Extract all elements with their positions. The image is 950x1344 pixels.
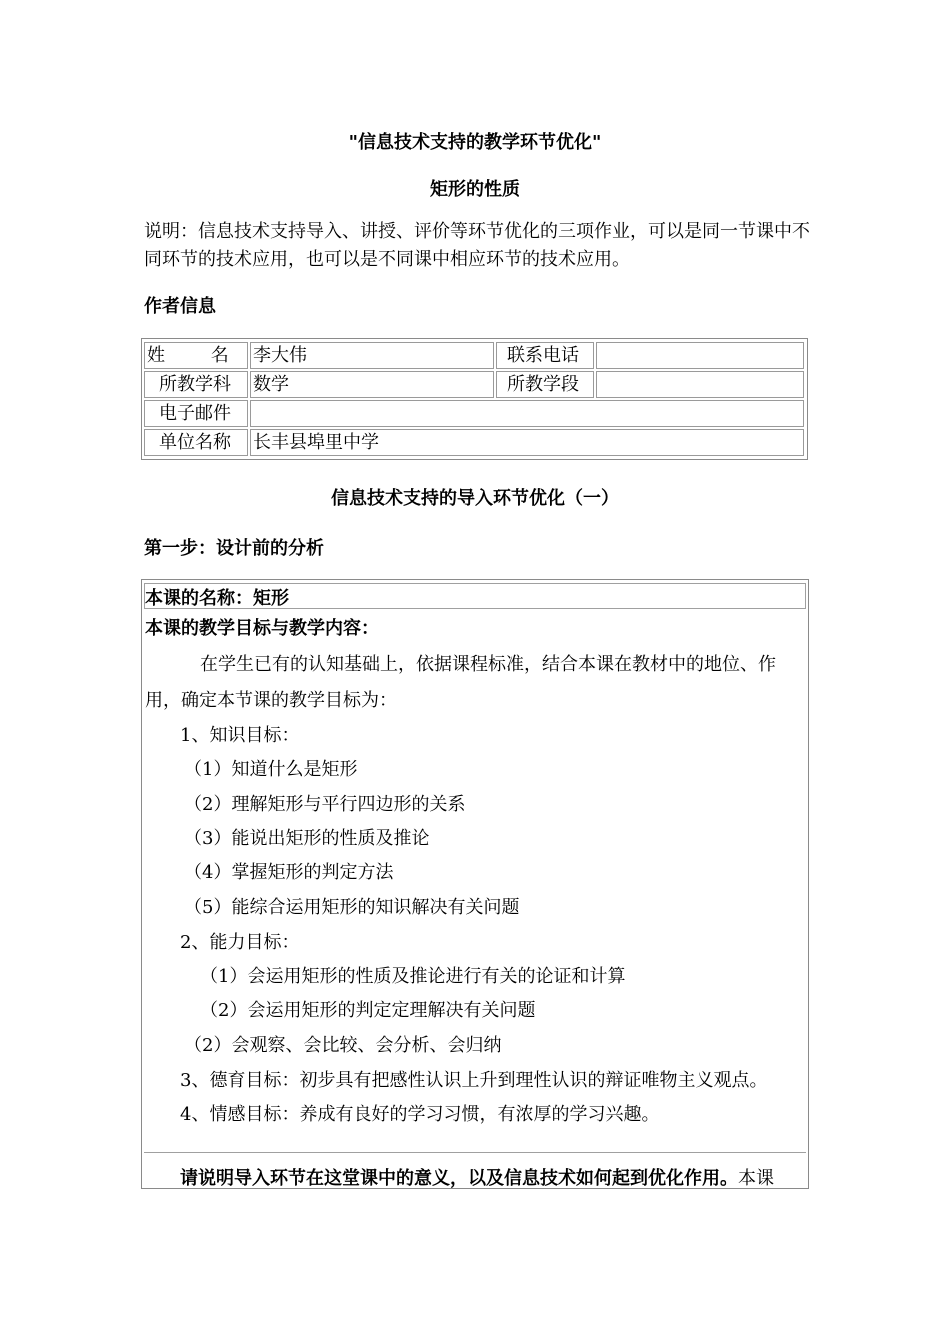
knowledge-item-2: （2）理解矩形与平行四边形的关系 [184, 794, 466, 815]
phone-value [596, 342, 804, 369]
document-title: "信息技术支持的教学环节优化" [348, 132, 602, 153]
goals-heading: 本课的教学目标与教学内容： [145, 618, 379, 639]
stage-label: 所教学段 [496, 371, 594, 398]
knowledge-item-1: （1）知道什么是矩形 [184, 759, 358, 780]
step-heading: 第一步：设计前的分析 [144, 538, 324, 559]
knowledge-heading: 1、知识目标： [180, 725, 300, 746]
intro-line-2: 用，确定本节课的教学目标为： [145, 690, 397, 711]
knowledge-item-3: （3）能说出矩形的性质及推论 [184, 828, 430, 849]
author-heading: 作者信息 [144, 296, 216, 317]
subject-label: 所教学科 [144, 371, 248, 398]
moral-goal: 3、德育目标：初步具有把感性认识上升到理性认识的辩证唯物主义观点。 [180, 1070, 768, 1091]
phone-label: 联系电话 [496, 342, 594, 369]
question-bold: 请说明导入环节在这堂课中的意义，以及信息技术如何起到优化作用。 [180, 1168, 738, 1189]
knowledge-item-5: （5）能综合运用矩形的知识解决有关问题 [184, 897, 520, 918]
intro-line-1: 在学生已有的认知基础上，依据课程标准，结合本课在教材中的地位、作 [200, 654, 776, 675]
knowledge-item-4: （4）掌握矩形的判定方法 [184, 862, 394, 883]
subject-value: 数学 [250, 371, 494, 398]
unit-value: 长丰县埠里中学 [250, 429, 804, 456]
ability-item-1: （1）会运用矩形的性质及推论进行有关的论证和计算 [200, 966, 626, 987]
section-title: 信息技术支持的导入环节优化（一） [331, 488, 619, 509]
unit-label: 单位名称 [144, 429, 248, 456]
emotion-goal: 4、情感目标：养成有良好的学习习惯，有浓厚的学习兴趣。 [180, 1104, 660, 1125]
ability-item-2: （2）会运用矩形的判定定理解决有关问题 [200, 1000, 536, 1021]
stage-value [596, 371, 804, 398]
name-value: 李大伟 [250, 342, 494, 369]
question-tail: 本课 [738, 1168, 774, 1189]
name-label: 姓 名 [144, 342, 248, 369]
question-text [180, 1164, 774, 1190]
course-name: 本课的名称：矩形 [145, 588, 289, 609]
description-text: 说明：信息技术支持导入、讲授、评价等环节优化的三项作业，可以是同一节课中不同环节的技术应用，也可以是不同课中相应环节的技术应用。 [144, 221, 810, 270]
email-label: 电子邮件 [144, 400, 248, 427]
ability-heading: 2、能力目标： [180, 932, 300, 953]
email-value [250, 400, 804, 427]
document-subtitle: 矩形的性质 [430, 179, 520, 200]
ability-item-3: （2）会观察、会比较、会分析、会归纳 [184, 1035, 502, 1056]
